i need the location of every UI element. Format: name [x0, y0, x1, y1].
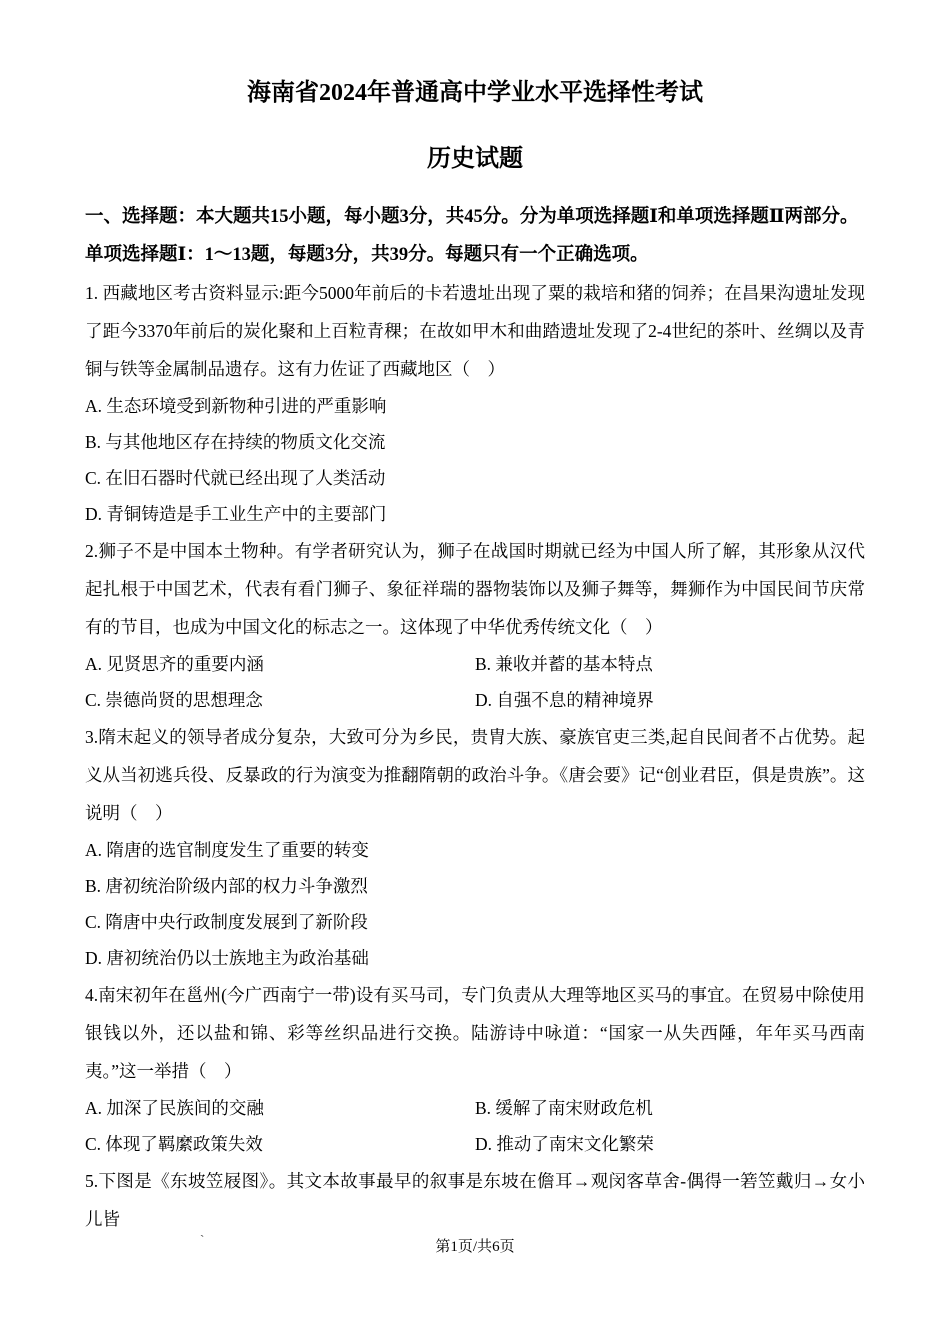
- question-4-option-b: B. 缓解了南宋财政危机: [475, 1098, 653, 1118]
- question-3-option-c: C. 隋唐中央行政制度发展到了新阶段: [85, 912, 368, 932]
- question-3-option-b: B. 唐初统治阶级内部的权力斗争激烈: [85, 876, 368, 896]
- question-5-stem: 5.下图是《东坡笠屐图》。其文本故事最早的叙事是东坡在儋耳→观闵客草舍-偶得一箬笠戴归→女小儿皆: [85, 1171, 865, 1229]
- question-5: [85, 1162, 865, 1238]
- question-2-stem: 2.狮子不是中国本土物种。有学者研究认为，狮子在战国时期就已经为中国人所了解，其形象从汉代起扎根于中国艺术，代表有看门狮子、象征祥瑞的器物装饰以及狮子舞等，舞狮作为中国民间节庆常有的节目，也成为中国文化的标志之一。这体现了中华优秀传统文化（ ）: [85, 541, 865, 637]
- question-1-stem: 1. 西藏地区考古资料显示:距今5000年前后的卡若遗址出现了粟的栽培和猪的饲养；在昌果沟遗址发现了距今3370年前后的炭化聚和上百粒青稞；在故如甲木和曲踏遗址发现了2-4世纪的茶叶、丝绸以及青铜与铁等金属制品遗存。这有力佐证了西藏地区（ ）: [85, 283, 865, 379]
- question-3-options: [85, 832, 865, 976]
- question-1-option-d: D. 青铜铸造是手工业生产中的主要部门: [85, 504, 387, 524]
- question-2-option-a: A. 见贤思齐的重要内涵: [85, 654, 264, 674]
- question-4-stem: 4.南宋初年在邕州(今广西南宁一带)设有买马司，专门负责从大理等地区买马的事宜。在贸易中除使用银钱以外，还以盐和锦、彩等丝织品进行交换。陆游诗中咏道：“国家一从失西陲，年年买马西南夷。”这一举措（ ）: [85, 985, 865, 1081]
- question-3-option-d: D. 唐初统治仍以士族地主为政治基础: [85, 948, 369, 968]
- exam-title: 海南省2024年普通高中学业水平选择性考试: [247, 80, 703, 106]
- exam-subtitle: 历史试题: [427, 146, 523, 172]
- section-1-header: 一、选择题：本大题共15小题，每小题3分，共45分。分为单项选择题Ⅰ和单项选择题Ⅱ两部分。: [85, 207, 859, 227]
- question-4-option-a: A. 加深了民族间的交融: [85, 1098, 264, 1118]
- section-1-subheader: 单项选择题Ⅰ：1～13题，每题3分，共39分。每题只有一个正确选项。: [85, 245, 649, 265]
- question-2: [85, 532, 865, 718]
- question-4-options: [85, 1090, 865, 1162]
- question-4-option-d: D. 推动了南宋文化繁荣: [475, 1134, 654, 1154]
- question-3-stem: 3.隋末起义的领导者成分复杂，大致可分为乡民，贵胄大族、豪族官吏三类,起自民间者不占优势。起义从当初逃兵役、反暴政的行为演变为推翻隋朝的政治斗争。《唐会要》记“创业君臣，俱是贵族”。这说明（ ）: [85, 727, 865, 823]
- page-footer: 第1页/共6页: [435, 1239, 515, 1255]
- question-4-option-c: C. 体现了羁縻政策失效: [85, 1134, 263, 1154]
- question-1-option-b: B. 与其他地区存在持续的物质文化交流: [85, 432, 386, 452]
- question-2-option-d: D. 自强不息的精神境界: [475, 690, 654, 710]
- question-2-option-c: C. 崇德尚贤的思想理念: [85, 690, 263, 710]
- question-1: [85, 274, 865, 532]
- question-3-option-a: A. 隋唐的选官制度发生了重要的转变: [85, 840, 369, 860]
- question-2-options: [85, 646, 865, 718]
- question-2-option-b: B. 兼收并蓄的基本特点: [475, 654, 653, 674]
- question-1-option-c: C. 在旧石器时代就已经出现了人类活动: [85, 468, 386, 488]
- stray-mark: `: [200, 1232, 205, 1247]
- question-4: [85, 976, 865, 1162]
- question-3: [85, 718, 865, 976]
- question-1-options: [85, 388, 865, 532]
- question-1-option-a: A. 生态环境受到新物种引进的严重影响: [85, 396, 387, 416]
